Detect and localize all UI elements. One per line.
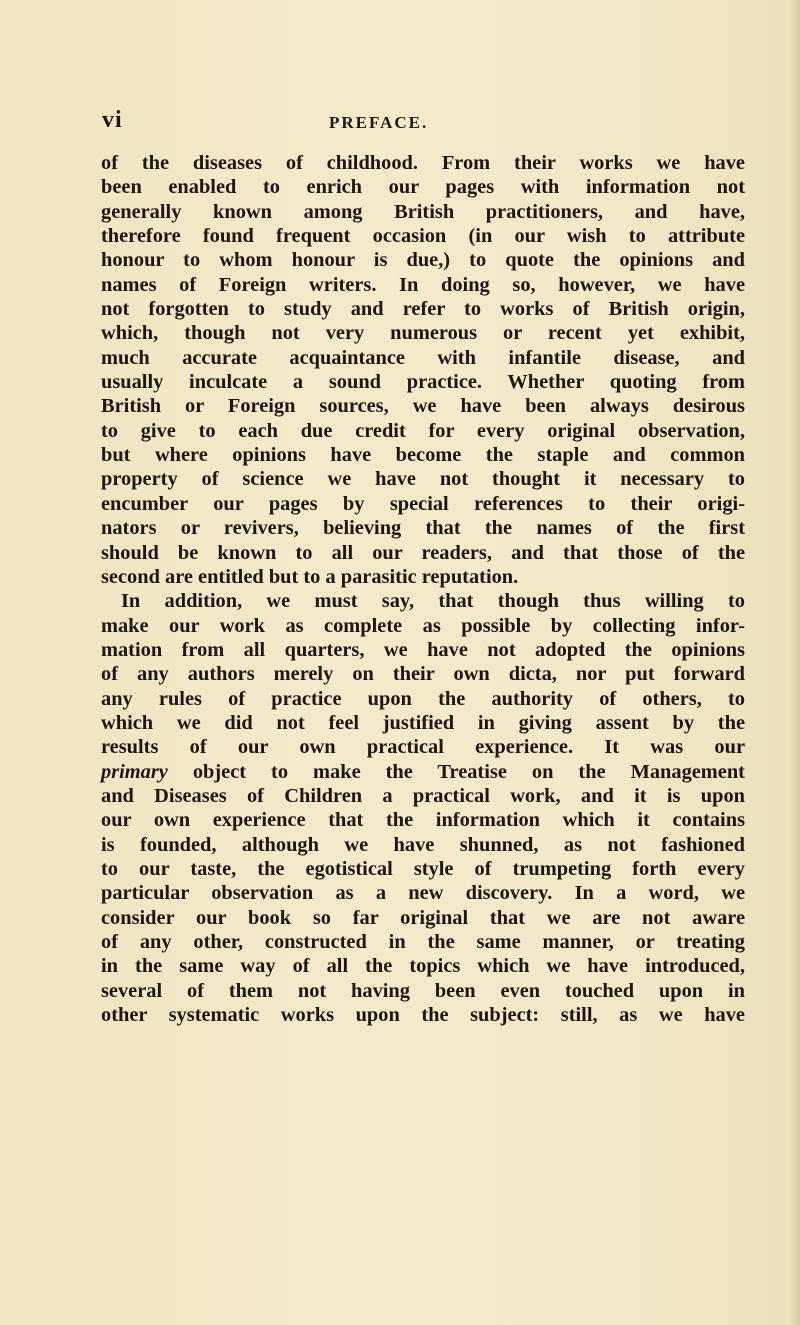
- page-number: vi: [102, 107, 123, 133]
- text-line: other systematic works upon the subject: still, as we have: [101, 1004, 745, 1027]
- text-line: property of science we have not thought it necessary to: [101, 468, 745, 491]
- text-line: particular observation as a new discovery. In a word, we: [101, 882, 745, 905]
- page-edge-shadow: [790, 0, 800, 1325]
- text-line-rest: object to make the Treatise on the Management: [192, 760, 745, 783]
- text-line: of any authors merely on their own dicta, nor put forward: [101, 663, 745, 686]
- text-line: usually inculcate a sound practice. Whether quoting from: [101, 371, 745, 394]
- text-line: not forgotten to study and refer to works of British origin,: [101, 298, 745, 321]
- text-line: consider our book so far original that we are not aware: [101, 906, 745, 929]
- text-line: any rules of practice upon the authority of others, to: [101, 687, 745, 710]
- text-line: therefore found frequent occasion (in our wish to attribute: [101, 225, 745, 248]
- page-header: [102, 107, 742, 137]
- text-line: nators or revivers, believing that the names of the first: [101, 517, 745, 540]
- text-line: of any other, constructed in the same manner, or treating: [101, 931, 745, 953]
- text-line: should be known to all our readers, and that those of the: [101, 541, 745, 564]
- text-line: of the diseases of childhood. From their works we have: [101, 152, 745, 174]
- text-line: which we did not feel justified in giving assent by the: [101, 711, 745, 734]
- text-line: generally known among British practitioners, and have,: [101, 200, 745, 223]
- text-line: been enabled to enrich our pages with information not: [101, 176, 745, 199]
- text-line: in the same way of all the topics which we have introduced,: [101, 955, 745, 978]
- text-line: mation from all quarters, we have not adopted the opinions: [101, 638, 745, 661]
- text-line: British or Foreign sources, we have been always desirous: [101, 395, 745, 418]
- text-line: make our work as complete as possible by collecting infor-: [101, 614, 745, 637]
- text-line: to our taste, the egotistical style of trumpeting forth every: [101, 857, 745, 880]
- running-head: PREFACE.: [329, 113, 429, 132]
- text-line: much accurate acquaintance with infantile disease, and: [101, 346, 745, 369]
- text-line: results of our own practical experience. It was our: [101, 736, 745, 759]
- text-line: encumber our pages by special references to their origi-: [101, 492, 745, 515]
- text-line-paragraph-start: In addition, we must say, that though thus willing to: [121, 590, 745, 613]
- emphasis-word: primary: [101, 760, 168, 783]
- text-line: but where opinions have become the staple and common: [101, 444, 745, 467]
- text-line: is founded, although we have shunned, as not fashioned: [101, 833, 745, 856]
- text-line: several of them not having been even touched upon in: [101, 979, 745, 1002]
- text-line-emphasis: [101, 760, 745, 784]
- text-line: which, though not very numerous or recent yet exhibit,: [101, 322, 745, 345]
- text-line: our own experience that the information which it contains: [101, 809, 745, 832]
- text-line: honour to whom honour is due,) to quote the opinions and: [101, 249, 745, 272]
- text-line: names of Foreign writers. In doing so, however, we have: [101, 273, 745, 296]
- text-line: and Diseases of Children a practical work, and it is upon: [101, 784, 745, 807]
- text-line: to give to each due credit for every original observation,: [101, 419, 745, 442]
- preface-text: [101, 151, 745, 1027]
- text-line-paragraph-end: second are entitled but to a parasitic reputation.: [101, 565, 519, 588]
